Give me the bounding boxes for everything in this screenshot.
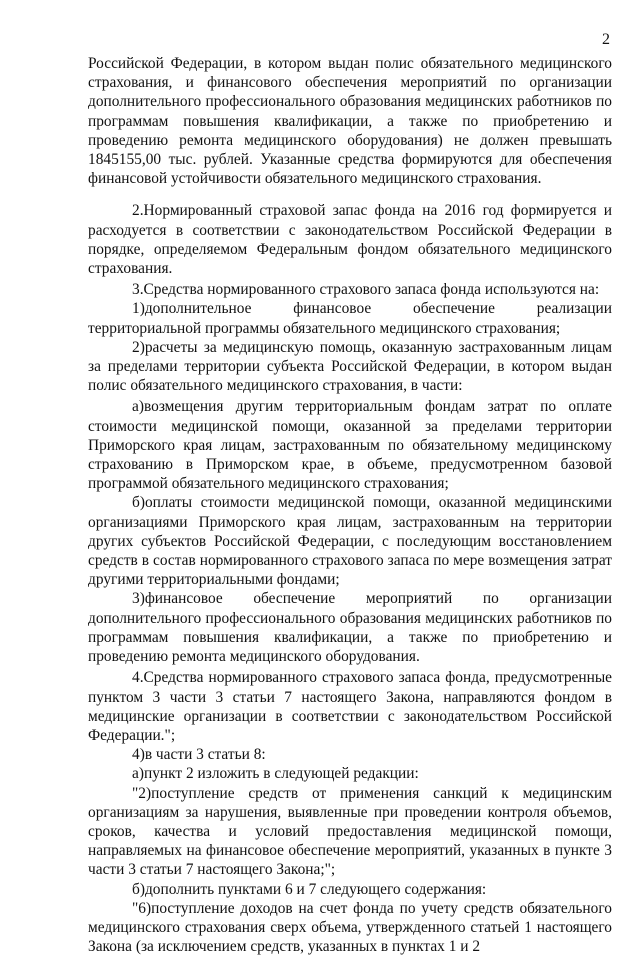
paragraph-item-4: 4.Средства нормированного страхового запаса фонда, предусмотренные пунктом 3 части 3 статьи 7 настоящего Закона, направляются фондом в медицинские организации в соответствии с законодательством Российской Федерации."; bbox=[88, 669, 612, 744]
paragraph-subitem-2b: б)оплаты стоимости медицинской помощи, оказанной медицинскими организациями Приморского края лицам, застрахованным на территории других субъектов Российской Федерации, с последующим восстановлением средств в состав нормированного страхового запаса по мере возмещения затрат другими территориальными фондами; bbox=[88, 494, 612, 589]
paragraph-amendment-4: 4)в части 3 статьи 8: bbox=[132, 746, 266, 764]
paragraph-quoted-point-2: "2)поступление средств от применения санкций к медицинским организациям за нарушения, выявленные при проведении контроля объемов, сроков, качества и условий предоставления медицинской помощи, направляемых на финансовое обеспечение мероприятий, указанных в пункте 3 части 3 статьи 7 настоящего Закона;"; bbox=[88, 784, 612, 879]
paragraph-amendment-4b: б)дополнить пунктами 6 и 7 следующего содержания: bbox=[132, 880, 487, 898]
paragraph-amendment-4a: а)пункт 2 изложить в следующей редакции: bbox=[132, 765, 419, 783]
paragraph-continuation: Российской Федерации, в котором выдан полис обязательного медицинского страхования, и финансового обеспечения мероприятий по организации дополнительного профессионального образования медицинских работников по программам повышения квалификации, а также по приобретению и проведению ремонта медицинского оборудования) не должен превышать 1845155,00 тыс. рублей. Указанные средства формируются для обеспечения финансовой устойчивости обязательного медицинского страхования. bbox=[88, 55, 612, 188]
paragraph-subitem-2a: а)возмещения другим территориальным фондам затрат по оплате стоимости медицинской помощи, оказанной за пределами территории Приморского края лицам, застрахованным по обязательному медицинскому страхованию в Приморском крае, в объеме, предусмотренном базовой программой обязательного медицинского страхования; bbox=[88, 398, 612, 493]
page-number: 2 bbox=[602, 31, 610, 48]
paragraph-item-3: 3.Средства нормированного страхового запаса фонда используются на: bbox=[132, 281, 600, 299]
paragraph-subitem-2: 2)расчеты за медицинскую помощь, оказанную застрахованным лицам за пределами территории субъекта Российской Федерации, в котором выдан полис обязательного медицинского страхования, в части: bbox=[88, 338, 612, 395]
paragraph-subitem-3: 3)финансовое обеспечение мероприятий по организации дополнительного профессионального образования медицинских работников по программам повышения квалификации, а также по приобретению и проведению ремонта медицинского оборудования. bbox=[88, 590, 612, 666]
paragraph-item-2: 2.Нормированный страховой запас фонда на 2016 год формируется и расходуется в соответствии с законодательством Российской Федерации в порядке, определяемом Федеральным фондом обязательного медицинского страхования. bbox=[88, 202, 612, 278]
paragraph-quoted-point-6: "6)поступление доходов на счет фонда по учету средств обязательного медицинского страхования сверх объема, утвержденного статьей 1 настоящего Закона (за исключением средств, указанных в пунктах 1 и 2 bbox=[88, 899, 612, 956]
document-body bbox=[88, 54, 612, 956]
paragraph-subitem-1: 1)дополнительное финансовое обеспечение реализации территориальной программы обязательного медицинского страхования; bbox=[88, 300, 612, 337]
